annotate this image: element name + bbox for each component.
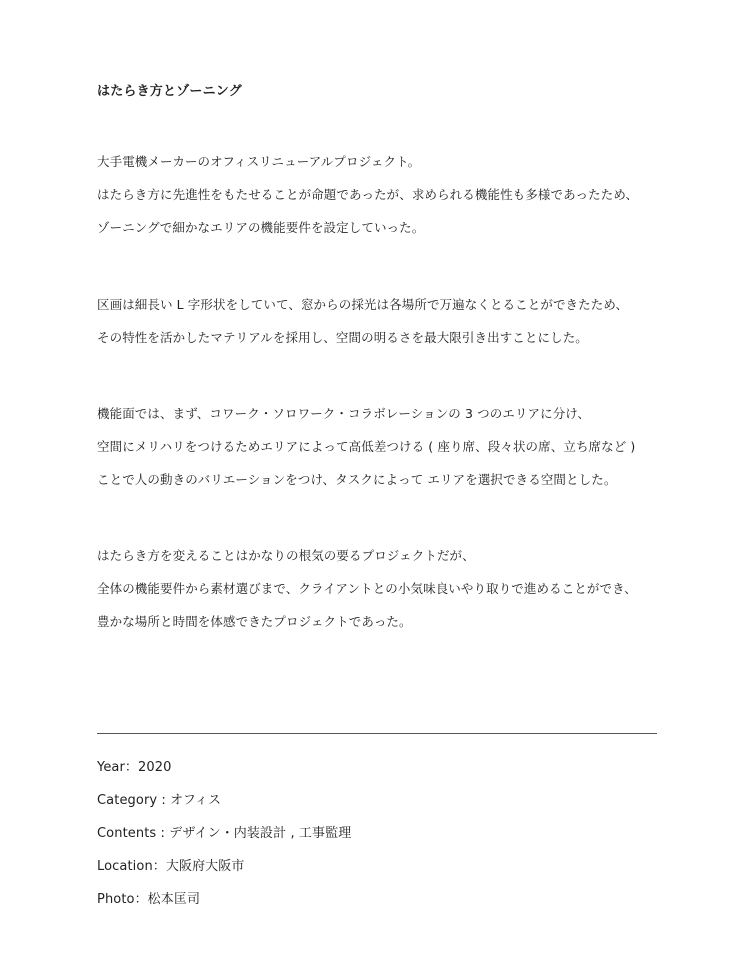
meta-category: Category : オフィス <box>97 793 222 808</box>
paragraph-line: 大手電機メーカーのオフィスリニューアルプロジェクト。 <box>97 154 421 169</box>
paragraph-layout <box>97 295 628 361</box>
paragraph-line: 全体の機能要件から素材選びまで、クライアントとの小気味良いやり取りで進めることができ、 <box>97 581 637 596</box>
paragraph-line: 区画は細長い L 字形状をしていて、窓からの採光は各場所で万遍なくとることができたため、 <box>97 297 629 312</box>
meta-year: Year：2020 <box>97 760 172 775</box>
project-meta <box>97 758 351 923</box>
meta-location: Location：大阪府大阪市 <box>97 859 245 874</box>
paragraph-overview <box>97 152 638 251</box>
paragraph-summary <box>97 546 637 645</box>
paragraph-line: 豊かな場所と時間を体感できたプロジェクトであった。 <box>97 614 412 629</box>
meta-contents: Contents : デザイン・内装設計 , 工事監理 <box>97 826 352 841</box>
paragraph-line: ことで人の動きのバリエーションをつけ、タスクによって エリアを選択できる空間とした。 <box>97 472 617 487</box>
paragraph-line: 空間にメリハリをつけるためエリアによって高低差つける ( 座り席、段々状の席、立ち席など ) <box>97 439 636 454</box>
paragraph-function <box>97 404 635 503</box>
meta-photo: Photo：松本匡司 <box>97 892 201 907</box>
section-divider <box>97 733 657 734</box>
paragraph-line: 機能面では、まず、コワーク・ソロワーク・コラボレーションの 3 つのエリアに分け、 <box>97 406 591 421</box>
paragraph-line: その特性を活かしたマテリアルを採用し、空間の明るさを最大限引き出すことにした。 <box>97 330 588 345</box>
paragraph-line: ゾーニングで細かなエリアの機能要件を設定していった。 <box>97 220 425 235</box>
paragraph-line: はたらき方に先進性をもたせることが命題であったが、求められる機能性も多様であったため、 <box>97 187 639 202</box>
paragraph-line: はたらき方を変えることはかなりの根気の要るプロジェクトだが、 <box>97 548 475 563</box>
page-title: はたらき方とゾーニング <box>97 84 242 99</box>
